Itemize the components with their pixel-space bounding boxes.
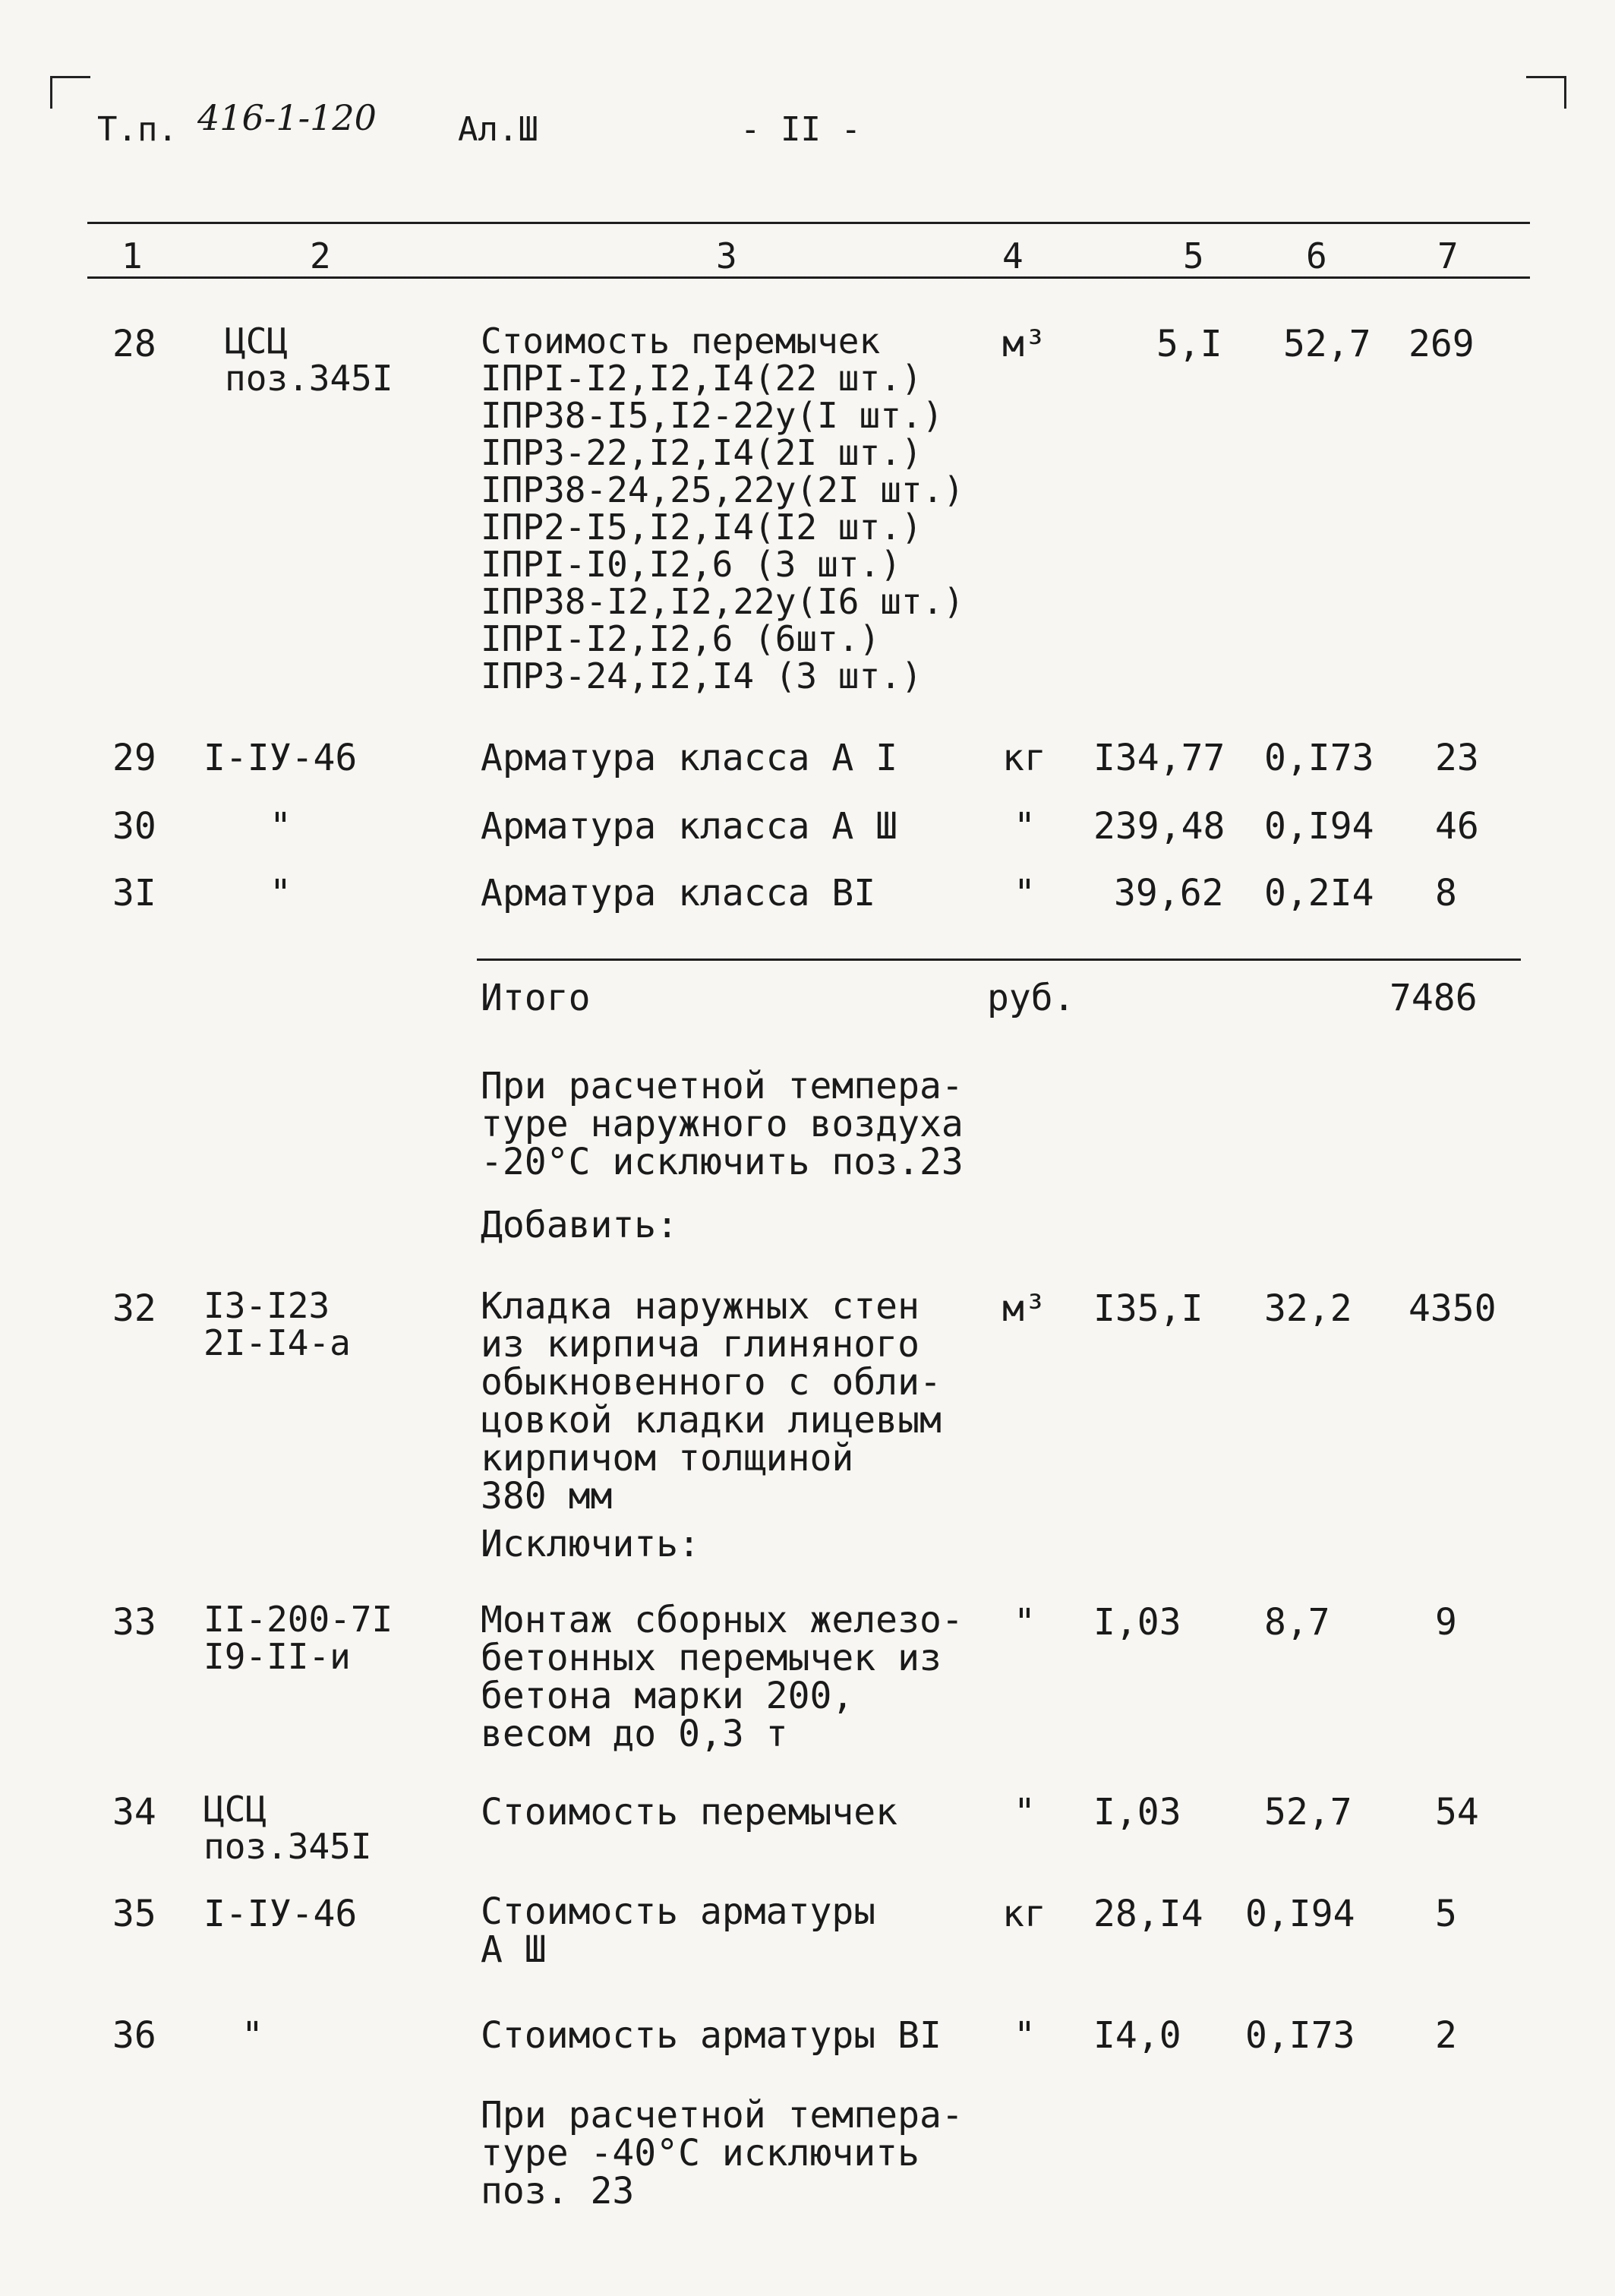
row-32-desc: Кладка наружных стен из кирпича глиняного обыкновенного с обли- цовкой кладки лицевым кирпичом толщиной 380 мм: [481, 1285, 942, 1518]
row-35-code: I-IУ-46: [203, 1893, 358, 1935]
row-34-price: 52,7: [1264, 1791, 1352, 1833]
row-34-cost: 54: [1435, 1791, 1479, 1833]
row-30-cost: 46: [1435, 805, 1479, 848]
row-32-unit: м³: [1002, 1287, 1046, 1330]
row-35-qty: 28,I4: [1093, 1893, 1203, 1935]
row-28-code: ЦСЦ поз.345I: [225, 321, 393, 399]
row-29-code: I-IУ-46: [203, 737, 358, 779]
row-34-pos: 34: [112, 1791, 156, 1833]
row-33-cost: 9: [1435, 1601, 1457, 1644]
row-28-unit: м³: [1002, 323, 1046, 365]
column-number-1: 1: [121, 235, 143, 276]
column-number-2: 2: [310, 235, 331, 276]
row-29-qty: I34,77: [1093, 737, 1225, 779]
row-28-price: 52,7: [1283, 323, 1371, 365]
header-top-rule: [87, 222, 1530, 224]
row-29-cost: 23: [1435, 737, 1479, 779]
row-31-unit: ": [1014, 872, 1036, 914]
note-minus-20: При расчетной темпера- туре наружного воздуха -20°С исключить поз.23: [481, 1065, 964, 1183]
row-31-cost: 8: [1435, 872, 1457, 914]
row-31-code: ": [270, 872, 292, 914]
row-30-price: 0,I94: [1264, 805, 1374, 848]
row-35-unit: кг: [1002, 1893, 1046, 1935]
page-number: - II -: [740, 110, 861, 149]
row-29-desc: Арматура класса А I: [481, 737, 898, 779]
header-bottom-rule: [87, 276, 1530, 279]
row-29-price: 0,I73: [1264, 737, 1374, 779]
column-number-3: 3: [716, 235, 737, 276]
row-28-desc: Стоимость перемычек IПРI-I2,I2,I4(22 шт.) IПР38-I5,I2-22у(I шт.) IПР3-22,I2,I4(2I шт.) IПР38-24,25,22у(2I шт.) IПР2-I5,I2,I4(I2 шт.) IПРI-I0,I2,6 (3 шт.) IПР38-I2,I2,22у(I6 шт.) IПРI-I2,I2,6 (6шт.) IПР3-24,I2,I4 (3 шт.): [481, 321, 964, 696]
row-36-code: ": [241, 2014, 263, 2057]
row-33-desc: Монтаж сборных железо- бетонных перемычек из бетона марки 200, весом до 0,3 т: [481, 1599, 964, 1755]
row-31-desc: Арматура класса ВI: [481, 872, 876, 914]
row-32-price: 32,2: [1264, 1287, 1352, 1330]
row-35-cost: 5: [1435, 1893, 1457, 1935]
note-minus-40: При расчетной темпера- туре -40°С исключить поз. 23: [481, 2094, 964, 2212]
row-31-qty: 39,62: [1114, 872, 1224, 914]
row-30-pos: 30: [112, 805, 156, 848]
row-35-pos: 35: [112, 1893, 156, 1935]
corner-mark-top-right: [1526, 76, 1566, 109]
column-number-5: 5: [1183, 235, 1204, 276]
row-33-qty: I,03: [1093, 1601, 1181, 1644]
row-34-qty: I,03: [1093, 1791, 1181, 1833]
row-32-pos: 32: [112, 1287, 156, 1330]
tp-label: Т.п.: [97, 110, 178, 149]
row-30-qty: 239,48: [1093, 805, 1225, 848]
total-unit: руб.: [987, 977, 1075, 1019]
exclude-label: Исключить:: [481, 1523, 700, 1565]
row-34-desc: Стоимость перемычек: [481, 1791, 898, 1833]
column-number-4: 4: [1002, 235, 1024, 276]
column-number-6: 6: [1306, 235, 1327, 276]
row-33-unit: ": [1014, 1601, 1036, 1644]
row-28-qty: 5,I: [1156, 323, 1222, 365]
corner-mark-top-left: [50, 76, 90, 109]
row-36-unit: ": [1014, 2014, 1036, 2057]
row-32-qty: I35,I: [1093, 1287, 1203, 1330]
row-36-qty: I4,0: [1093, 2014, 1181, 2057]
row-30-unit: ": [1014, 805, 1036, 848]
album-label: Ал.Ш: [458, 110, 538, 149]
total-label: Итого: [481, 977, 591, 1019]
row-36-cost: 2: [1435, 2014, 1457, 2057]
row-35-price: 0,I94: [1245, 1893, 1355, 1935]
row-33-price: 8,7: [1264, 1601, 1330, 1644]
row-33-code: II-200-7I I9-II-и: [203, 1599, 393, 1677]
row-33-pos: 33: [112, 1601, 156, 1644]
row-36-pos: 36: [112, 2014, 156, 2057]
row-28-cost: 269: [1408, 323, 1475, 365]
row-31-pos: 3I: [112, 872, 156, 914]
row-36-price: 0,I73: [1245, 2014, 1355, 2057]
row-36-desc: Стоимость арматуры ВI: [481, 2014, 942, 2057]
row-30-desc: Арматура класса А Ш: [481, 805, 898, 848]
row-32-code: I3-I23 2I-I4-а: [203, 1285, 351, 1363]
row-35-desc: Стоимость арматуры А Ш: [481, 1890, 876, 1971]
row-29-unit: кг: [1002, 737, 1046, 779]
column-number-7: 7: [1437, 235, 1459, 276]
row-31-price: 0,2I4: [1264, 872, 1374, 914]
add-label: Добавить:: [481, 1204, 679, 1246]
total-value: 7486: [1389, 977, 1478, 1019]
total-rule: [477, 959, 1521, 961]
row-32-cost: 4350: [1408, 1287, 1497, 1330]
row-30-code: ": [270, 805, 292, 848]
row-34-unit: ": [1014, 1791, 1036, 1833]
row-34-code: ЦСЦ поз.345I: [203, 1789, 372, 1867]
row-29-pos: 29: [112, 737, 156, 779]
project-code: 416-1-120: [197, 97, 377, 138]
row-28-pos: 28: [112, 323, 156, 365]
